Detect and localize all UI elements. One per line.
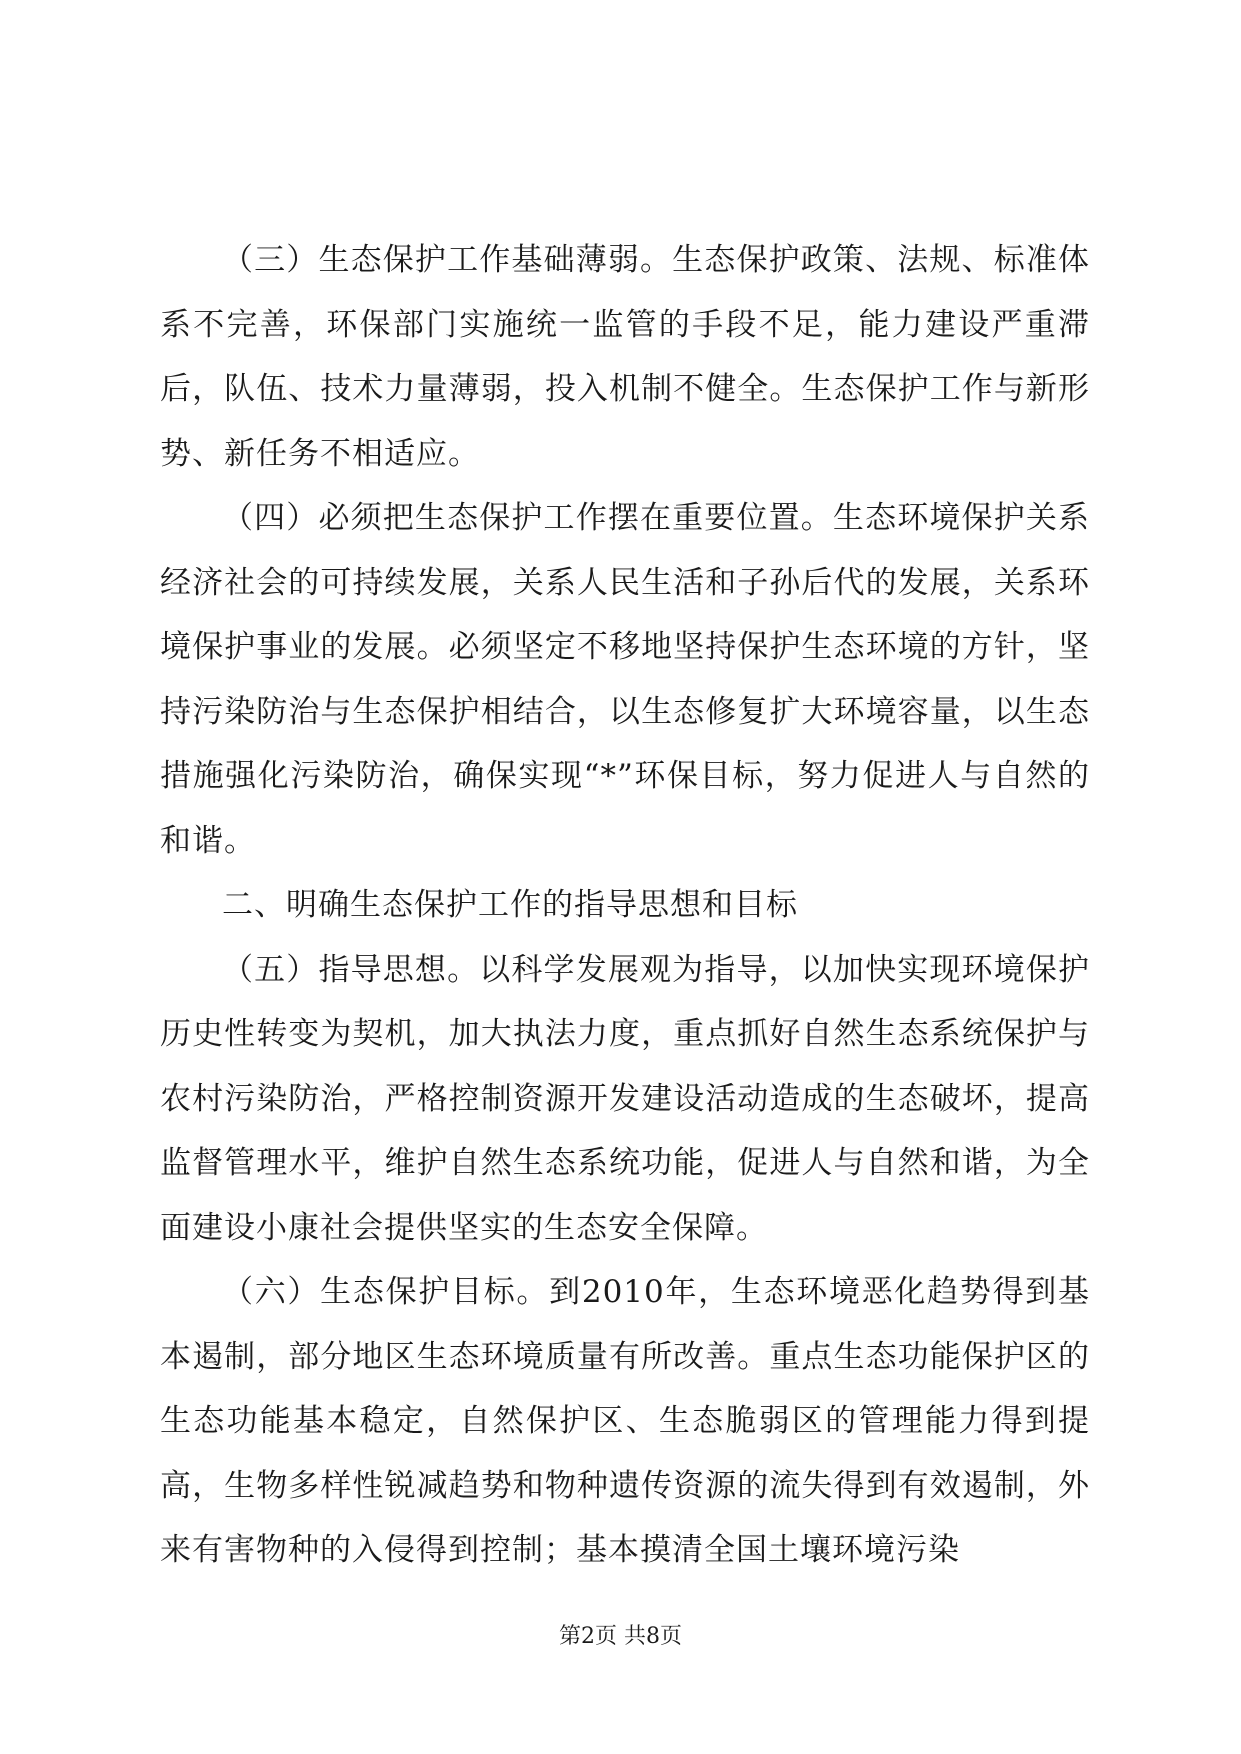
section-heading-2: 二、明确生态保护工作的指导思想和目标	[222, 887, 798, 923]
document-body	[160, 228, 1090, 1583]
page-number-footer: 第2页 共8页	[559, 1624, 682, 1649]
paragraph-5: （五）指导思想。以科学发展观为指导，以加快实现环境保护历史性转变为契机，加大执法力度，重点抓好自然生态系统保护与农村污染防治，严格控制资源开发建设活动造成的生态破坏，提高监督管理水平，维护自然生态系统功能，促进人与自然和谐，为全面建设小康社会提供坚实的生态安全保障。	[160, 951, 1090, 1246]
paragraph-6: （六）生态保护目标。到2010年，生态环境恶化趋势得到基本遏制，部分地区生态环境质量有所改善。重点生态功能保护区的生态功能基本稳定，自然保护区、生态脆弱区的管理能力得到提高，生物多样性锐减趋势和物种遗传资源的流失得到有效遏制，外来有害物种的入侵得到控制；基本摸清全国土壤环境污染	[160, 1274, 1090, 1568]
paragraph-4: （四）必须把生态保护工作摆在重要位置。生态环境保护关系经济社会的可持续发展，关系人民生活和子孙后代的发展，关系环境保护事业的发展。必须坚定不移地坚持保护生态环境的方针，坚持污染防治与生态保护相结合，以生态修复扩大环境容量，以生态措施强化污染防治，确保实现“*”环保目标，努力促进人与自然的和谐。	[160, 500, 1090, 859]
paragraph-3: （三）生态保护工作基础薄弱。生态保护政策、法规、标准体系不完善，环保部门实施统一监管的手段不足，能力建设严重滞后，队伍、技术力量薄弱，投入机制不健全。生态保护工作与新形势、新任务不相适应。	[160, 242, 1090, 472]
